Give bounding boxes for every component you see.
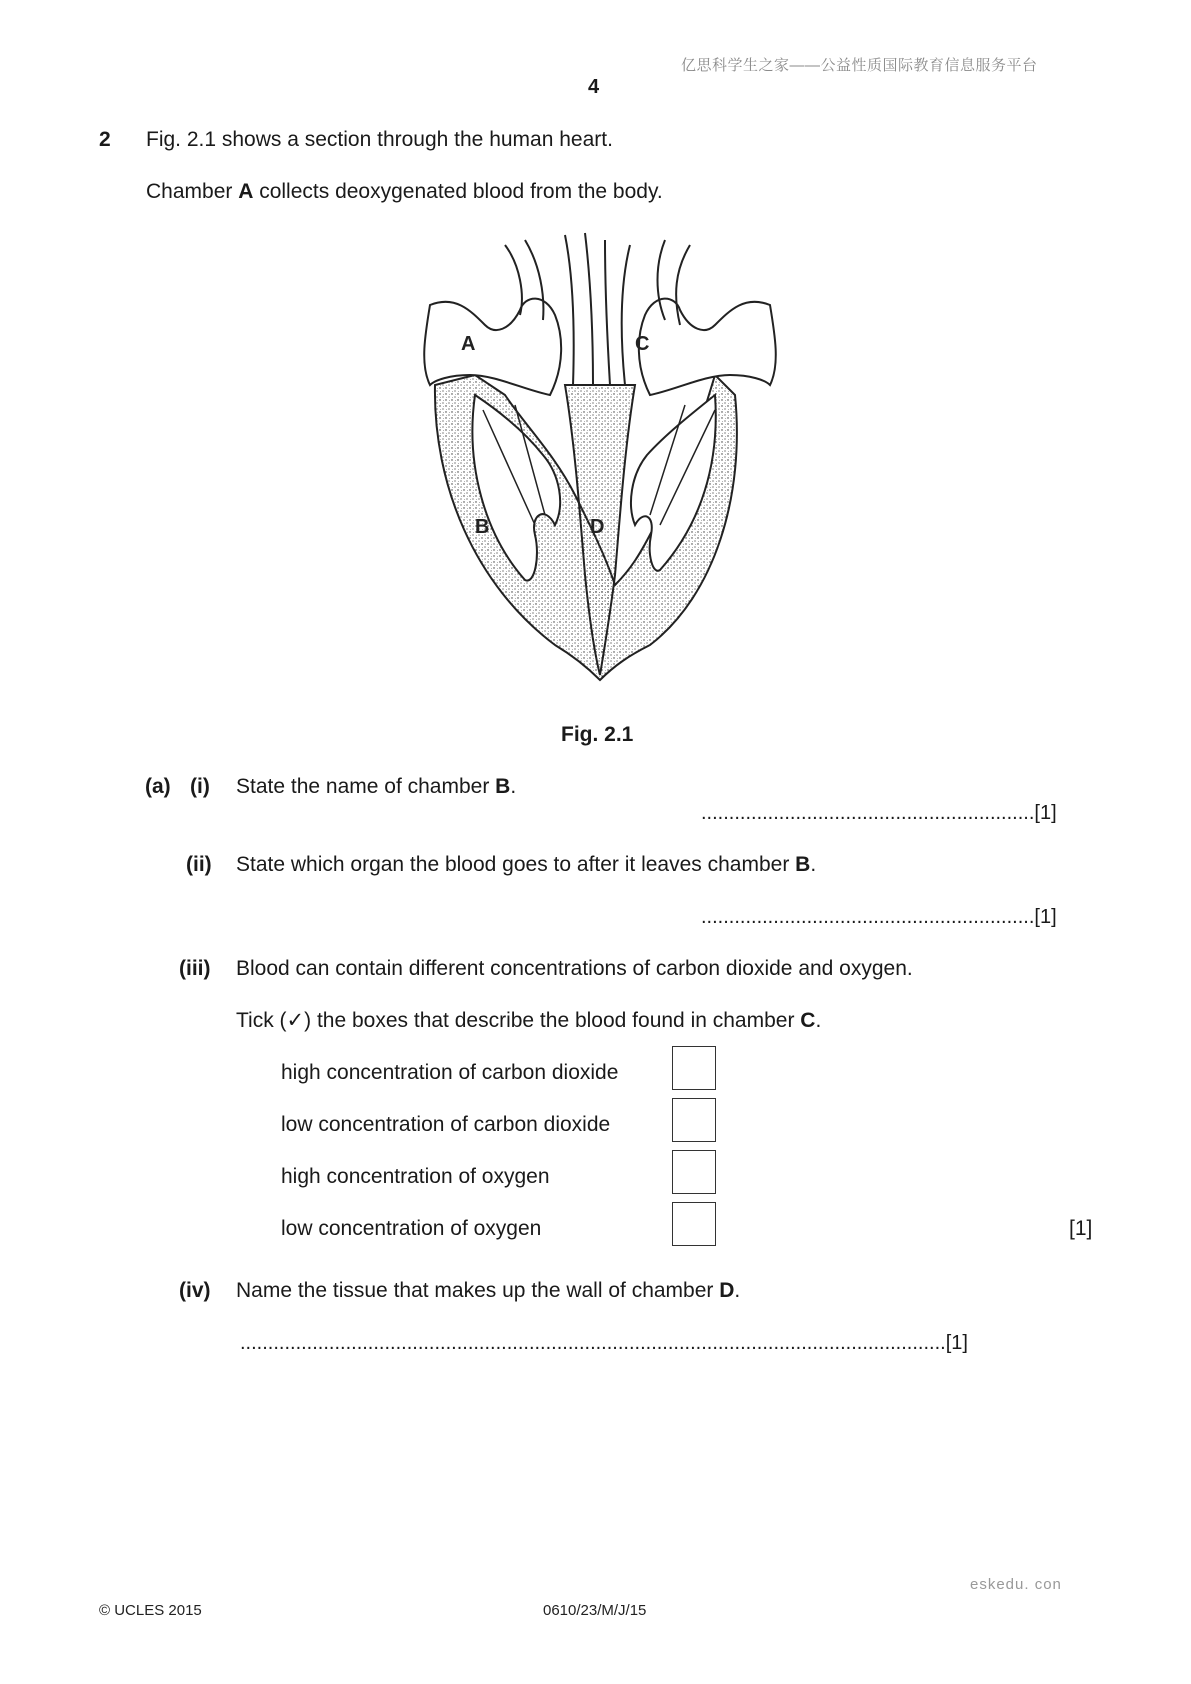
label-d: D [590,516,605,538]
label-b: B [475,516,490,538]
aorta [565,233,593,385]
figure-caption: Fig. 2.1 [561,723,634,746]
question-intro-line2: Chamber A collects deoxygenated blood from the body. [146,180,663,203]
label-c: C [635,333,650,355]
part-i-label: (i) [190,775,210,798]
part-iv-answer-line[interactable]: ...............................................................................................................................[1] [240,1332,968,1354]
question-number: 2 [99,128,111,151]
heart-diagram [415,225,785,695]
tick-box-low-co2[interactable] [672,1098,716,1142]
part-iii-label: (iii) [179,957,211,980]
part-iv-label: (iv) [179,1279,211,1302]
question-intro-line1: Fig. 2.1 shows a section through the human heart. [146,128,613,151]
part-a-label: (a) [145,775,171,798]
part-iii-text: Blood can contain different concentrations of carbon dioxide and oxygen. [236,957,913,980]
label-a: A [461,333,476,355]
part-iii-tick-instruction: Tick (✓) the boxes that describe the blood found in chamber C. [236,1009,822,1032]
part-ii-label: (ii) [186,853,212,876]
site-watermark: eskedu. con [970,1576,1062,1593]
option-label: high concentration of carbon dioxide [281,1061,619,1084]
part-ii-text: State which organ the blood goes to after it leaves chamber B. [236,853,817,876]
paper-code: 0610/23/M/J/15 [543,1602,647,1619]
page-number: 4 [588,76,600,98]
watermark-text: 亿思科学生之家——公益性质国际教育信息服务平台 [681,57,1038,74]
option-label: low concentration of oxygen [281,1217,542,1240]
part-iii-marks: [1] [1069,1217,1093,1240]
tick-box-low-oxygen[interactable] [672,1202,716,1246]
part-ii-answer-line[interactable]: ............................................................[1] [701,906,1057,928]
chamber-c-wall [639,299,776,395]
chamber-a-wall [424,299,561,395]
part-i-text: State the name of chamber B. [236,775,517,798]
copyright: © UCLES 2015 [99,1602,202,1619]
option-label: high concentration of oxygen [281,1165,550,1188]
tick-box-high-oxygen[interactable] [672,1150,716,1194]
tick-box-high-co2[interactable] [672,1046,716,1090]
option-label: low concentration of carbon dioxide [281,1113,611,1136]
part-i-answer-line[interactable]: ............................................................[1] [701,802,1057,824]
pulmonary-artery [605,240,630,385]
part-iv-text: Name the tissue that makes up the wall of chamber D. [236,1279,741,1302]
